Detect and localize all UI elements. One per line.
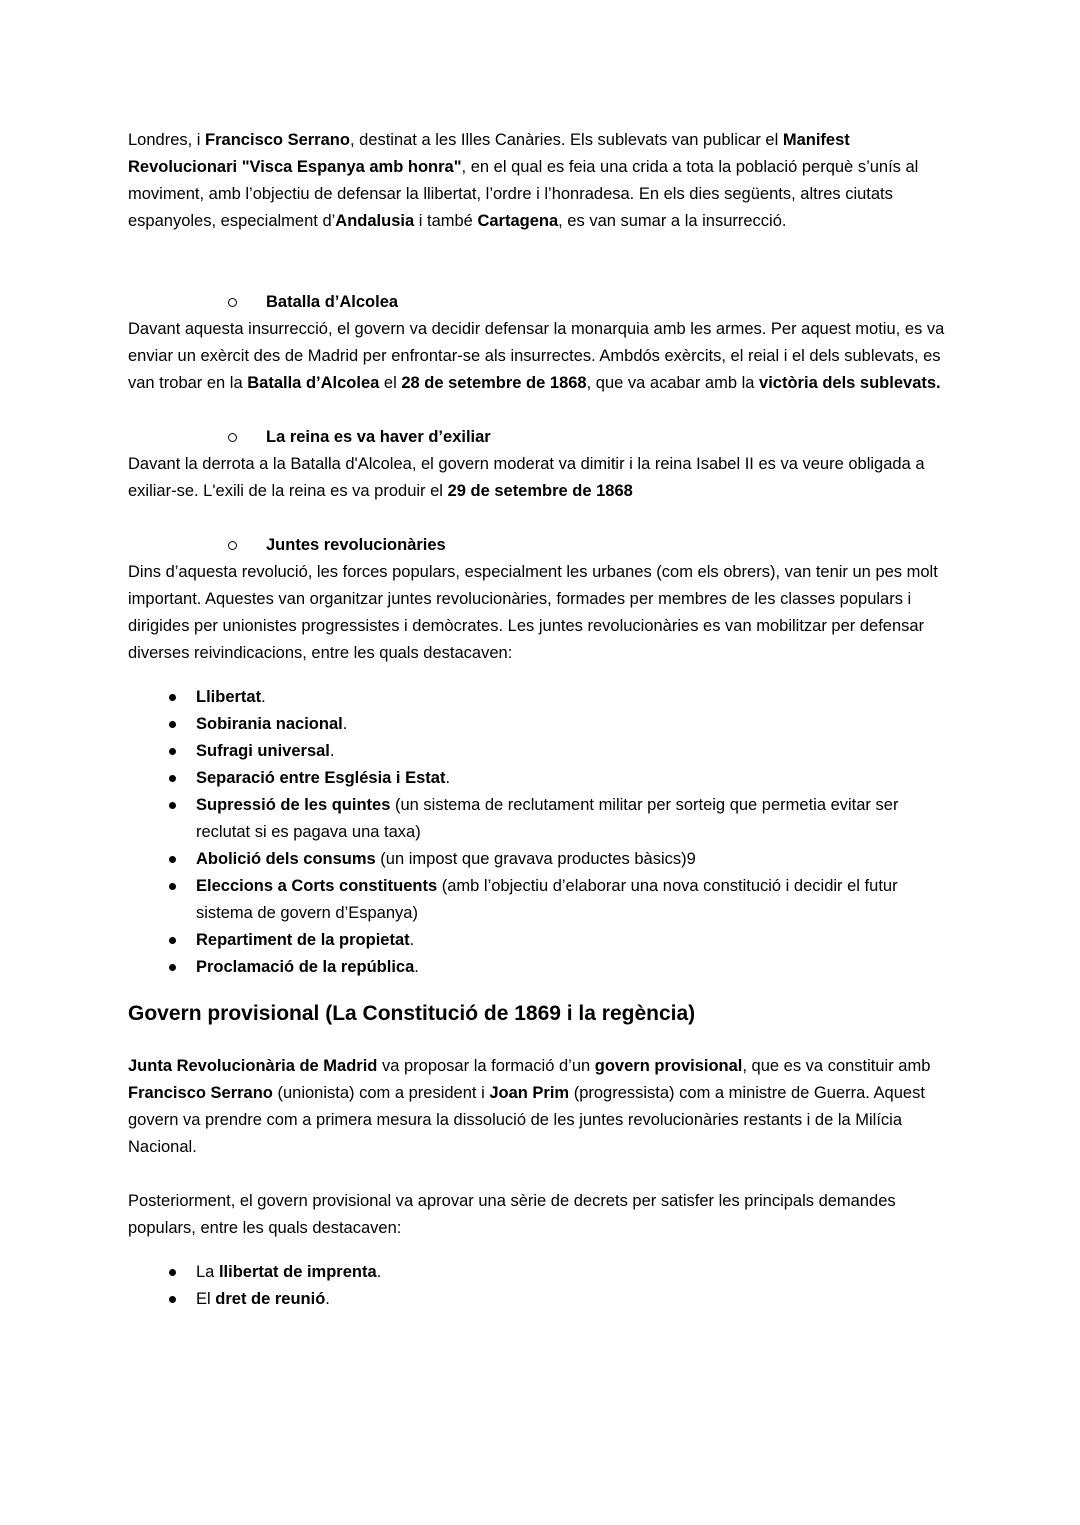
text-run: (unionista) com a president i xyxy=(272,1084,490,1102)
text-run: i també xyxy=(414,212,478,230)
bold-text-run: 29 de setembre de 1868 xyxy=(447,482,633,500)
disc-bullet-icon xyxy=(169,1296,176,1303)
text-run: , es van sumar a la insurrecció. xyxy=(558,212,787,230)
disc-bullet-icon xyxy=(169,775,176,782)
disc-bullet-icon xyxy=(169,964,176,971)
bold-text-run: Cartagena xyxy=(477,212,559,230)
bold-text-run: Junta Revolucionària de Madrid xyxy=(128,1057,378,1075)
sub-bullet-heading-label: La reina es va haver d’exiliar xyxy=(266,428,491,446)
bold-text-run: Sobirania nacional xyxy=(196,715,343,733)
text-run: (progressista) com a ministre de Guerra. Aquest govern va prendre com a primera mesura la dissolució de les juntes revolucionàries restants i de la Milícia Nacional. xyxy=(128,1084,925,1156)
bold-text-run: Llibertat xyxy=(196,688,262,706)
text-run: El xyxy=(196,1290,216,1308)
text-run: . xyxy=(414,958,419,976)
bold-text-run: Eleccions a Corts constituents xyxy=(196,877,438,895)
bold-text-run: Francisco Serrano xyxy=(205,131,350,149)
bold-text-run: Joan Prim xyxy=(489,1084,570,1102)
text-run: Davant aquesta insurrecció, el govern va decidir defensar la monarquia amb les armes. Per aquest motiu, es va enviar un exèrcit des de Madrid per enfrontar-se als insurrectes. Ambdós exèrcits, el reial i el dels sublevats, es van trobar en la xyxy=(128,320,945,392)
text-run: . xyxy=(325,1290,330,1308)
list-item xyxy=(128,684,954,711)
bold-text-run: Andalusia xyxy=(335,212,415,230)
bold-text-run: Proclamació de la república xyxy=(196,958,415,976)
text-run: . xyxy=(409,931,415,949)
disc-bullet-icon xyxy=(169,856,176,863)
empty-line xyxy=(128,505,954,532)
list-decrets xyxy=(128,1259,954,1313)
bold-text-run: Manifest Revolucionari "Visca Espanya amb honra" xyxy=(128,131,850,176)
list-reivindicacions xyxy=(128,684,954,981)
document-content xyxy=(128,127,954,1313)
text-run: . xyxy=(342,715,348,733)
disc-bullet-icon xyxy=(169,1269,176,1276)
circle-bullet-icon xyxy=(228,298,237,307)
list-item xyxy=(128,873,954,927)
bold-text-run: Francisco Serrano xyxy=(128,1084,273,1102)
circle-bullet-icon xyxy=(228,433,237,442)
disc-bullet-icon xyxy=(169,748,176,755)
circle-bullet-icon xyxy=(228,541,237,550)
bold-text-run: victòria dels sublevats. xyxy=(759,374,941,392)
disc-bullet-icon xyxy=(169,802,176,809)
list-item xyxy=(128,765,954,792)
list-item xyxy=(128,711,954,738)
bold-text-run: Separació entre Església i Estat xyxy=(196,769,446,787)
text-run: (un sistema de reclutament militar per sorteig que permetia evitar ser reclutat si es pagava una taxa) xyxy=(196,796,899,841)
text-run: . xyxy=(445,769,451,787)
empty-line xyxy=(128,397,954,424)
disc-bullet-icon xyxy=(169,883,176,890)
disc-bullet-icon xyxy=(169,721,176,728)
text-run: va proposar la formació d’un xyxy=(377,1057,595,1075)
subheading-juntes-revolucionaries xyxy=(128,532,954,559)
heading-govern-provisional: Govern provisional (La Constitució de 1869 i la regència) xyxy=(128,1002,696,1025)
bold-text-run: Repartiment de la propietat xyxy=(196,931,410,949)
bold-text-run: Sufragi universal xyxy=(196,742,330,760)
disc-bullet-icon xyxy=(169,694,176,701)
paragraph-batalla-alcolea xyxy=(128,316,954,397)
list-item xyxy=(128,927,954,954)
paragraph-intro xyxy=(128,127,954,235)
bold-text-run: Abolició dels consums xyxy=(196,850,376,868)
empty-line xyxy=(128,262,954,289)
text-run: , destinat a les Illes Canàries. Els sublevats van publicar el xyxy=(349,131,783,149)
sub-bullet-heading-label: Juntes revolucionàries xyxy=(266,536,446,554)
text-run: Posteriorment, el govern provisional va aprovar una sèrie de decrets per satisfer les principals demandes populars, entre les quals destacaven: xyxy=(128,1192,896,1237)
empty-line xyxy=(128,235,954,262)
text-run: La xyxy=(196,1263,219,1281)
list-item xyxy=(128,1259,954,1286)
text-run: , que es va constituir amb xyxy=(742,1057,931,1075)
paragraph-reina-exili xyxy=(128,451,954,505)
empty-line xyxy=(128,1161,954,1188)
text-run: Londres, i xyxy=(128,131,206,149)
text-run: . xyxy=(329,742,335,760)
text-run: . xyxy=(376,1263,382,1281)
text-run: . xyxy=(261,688,266,706)
text-run: Dins d’aquesta revolució, les forces populars, especialment les urbanes (com els obrers), van tenir un pes molt important. Aquestes van organitzar juntes revolucionàries, formades per membres de les classes populars i dirigides per unionistes progressistes i demòcrates. Les juntes revolucionàries es van mobilitzar per defensar diverses reivindicacions, entre les quals destacaven: xyxy=(128,563,938,662)
paragraph-decrets xyxy=(128,1188,954,1242)
bold-text-run: dret de reunió xyxy=(215,1290,326,1308)
subheading-reina-exili xyxy=(128,424,954,451)
sub-bullet-heading-label: Batalla d’Alcolea xyxy=(266,293,399,311)
bold-text-run: Supressió de les quintes xyxy=(196,796,391,814)
list-item xyxy=(128,1286,954,1313)
bold-text-run: Batalla d’Alcolea xyxy=(247,374,380,392)
bold-text-run: govern provisional xyxy=(594,1057,743,1075)
subheading-batalla-alcolea xyxy=(128,289,954,316)
paragraph-juntes-revolucionaries xyxy=(128,559,954,667)
disc-bullet-icon xyxy=(169,937,176,944)
list-item xyxy=(128,792,954,846)
paragraph-govern-provisional xyxy=(128,1053,954,1161)
text-run: (un impost que gravava productes bàsics)9 xyxy=(375,850,696,868)
text-run: (amb l’objectiu d’elaborar una nova constitució i decidir el futur sistema de govern d’Espanya) xyxy=(196,877,898,922)
text-run: Davant la derrota a la Batalla d'Alcolea, el govern moderat va dimitir i la reina Isabel II es va veure obligada a exiliar-se. L'exili de la reina es va produir el xyxy=(128,455,925,500)
list-item xyxy=(128,738,954,765)
text-run: , en el qual es feia una crida a tota la població perquè s’unís al moviment, amb l’objectiu de defensar la llibertat, l’ordre i l’honradesa. En els dies següents, altres ciutats espanyoles, especialment d’ xyxy=(128,158,919,230)
list-item xyxy=(128,846,954,873)
list-item xyxy=(128,954,954,981)
bold-text-run: llibertat de imprenta xyxy=(218,1263,377,1281)
text-run: , que va acabar amb la xyxy=(586,374,760,392)
bold-text-run: 28 de setembre de 1868 xyxy=(401,374,587,392)
text-run: el xyxy=(379,374,402,392)
